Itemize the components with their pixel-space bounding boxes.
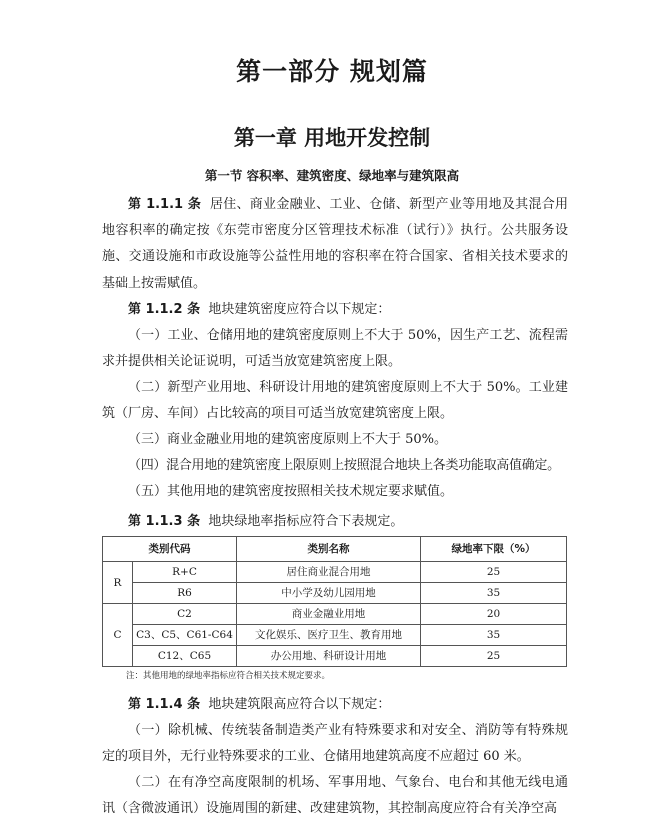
- article-1-1-4: [102, 692, 568, 718]
- green-rate: 35: [421, 583, 567, 604]
- article-text: 地块建筑密度应符合以下规定：: [208, 302, 391, 317]
- header-code: 类别代码: [103, 537, 237, 562]
- table-header-row: [103, 537, 567, 562]
- table-row: [103, 604, 567, 625]
- green-rate: 25: [421, 562, 567, 583]
- table-note: 注：其他用地的绿地率指标应符合相关技术规定要求。: [126, 671, 331, 681]
- green-rate: 35: [421, 625, 567, 646]
- green-rate: 25: [421, 646, 567, 667]
- article-text: 地块绿地率指标应符合下表规定。: [208, 514, 404, 529]
- table-row: [103, 646, 567, 667]
- article-1-1-2-item-2: （二）新型产业用地、科研设计用地的建筑密度原则上不大于 50%。工业建筑（厂房、车间）占比较高的项目可适当放宽建筑密度上限。: [102, 380, 568, 422]
- article-number: 第 1.1.2 条: [128, 302, 201, 317]
- article-1-1-4-item-2: （二）在有净空高度限制的机场、军事用地、气象台、电台和其他无线电通讯（含微波通讯）设施周围的新建、改建建筑物，其控制高度应符合有关净空高: [102, 775, 568, 817]
- category-name: 居住商业混合用地: [237, 562, 421, 583]
- category-name: 中小学及幼儿园用地: [237, 583, 421, 604]
- article-1-1-2-item-5: （五）其他用地的建筑密度按照相关技术规定要求赋值。: [128, 484, 454, 499]
- green-rate-table: [102, 536, 567, 667]
- chapter-title: 第一章 用地开发控制: [233, 126, 431, 150]
- article-1-1-2: [102, 297, 568, 323]
- category-name: 商业金融业用地: [237, 604, 421, 625]
- article-number: 第 1.1.1 条: [128, 197, 202, 212]
- category-name: 文化娱乐、医疗卫生、教育用地: [237, 625, 421, 646]
- article-1-1-2-item-3: （三）商业金融业用地的建筑密度原则上不大于 50%。: [128, 432, 448, 447]
- article-text: 地块建筑限高应符合以下规定：: [208, 697, 391, 712]
- group-code: C: [103, 604, 133, 667]
- table-row: [103, 583, 567, 604]
- header-rate: 绿地率下限（%）: [421, 537, 567, 562]
- article-1-1-2-item-4: （四）混合用地的建筑密度上限原则上按照混合地块上各类功能取高值确定。: [128, 458, 560, 473]
- group-code: R: [103, 562, 133, 604]
- header-name: 类别名称: [237, 537, 421, 562]
- part-title: 第一部分 规划篇: [236, 57, 428, 86]
- table-row: [103, 562, 567, 583]
- sub-code: R+C: [133, 562, 237, 583]
- section-title: 第一节 容积率、建筑密度、绿地率与建筑限高: [204, 168, 460, 183]
- article-1-1-3: [102, 509, 568, 535]
- sub-code: C12、C65: [133, 646, 237, 667]
- article-1-1-2-item-1: （一）工业、仓储用地的建筑密度原则上不大于 50%，因生产工艺、流程需求并提供相关论证说明，可适当放宽建筑密度上限。: [102, 328, 568, 370]
- article-1-1-1: [102, 192, 568, 297]
- article-number: 第 1.1.4 条: [128, 697, 201, 712]
- green-rate: 20: [421, 604, 567, 625]
- article-1-1-4-item-1: （一）除机械、传统装备制造类产业有特殊要求和对安全、消防等有特殊规定的项目外，无行业特殊要求的工业、仓储用地建筑高度不应超过 60 米。: [102, 723, 568, 765]
- article-number: 第 1.1.3 条: [128, 514, 201, 529]
- sub-code: R6: [133, 583, 237, 604]
- sub-code: C3、C5、C61-C64: [133, 625, 237, 646]
- sub-code: C2: [133, 604, 237, 625]
- table-row: [103, 625, 567, 646]
- article-text: 居住、商业金融业、工业、仓储、新型产业等用地及其混合用地容积率的确定按《东莞市密度分区管理技术标准（试行）》执行。公共服务设施、交通设施和市政设施等公益性用地的容积率在符合国家、省相关技术要求的基础上按需赋值。: [102, 197, 568, 291]
- category-name: 办公用地、科研设计用地: [237, 646, 421, 667]
